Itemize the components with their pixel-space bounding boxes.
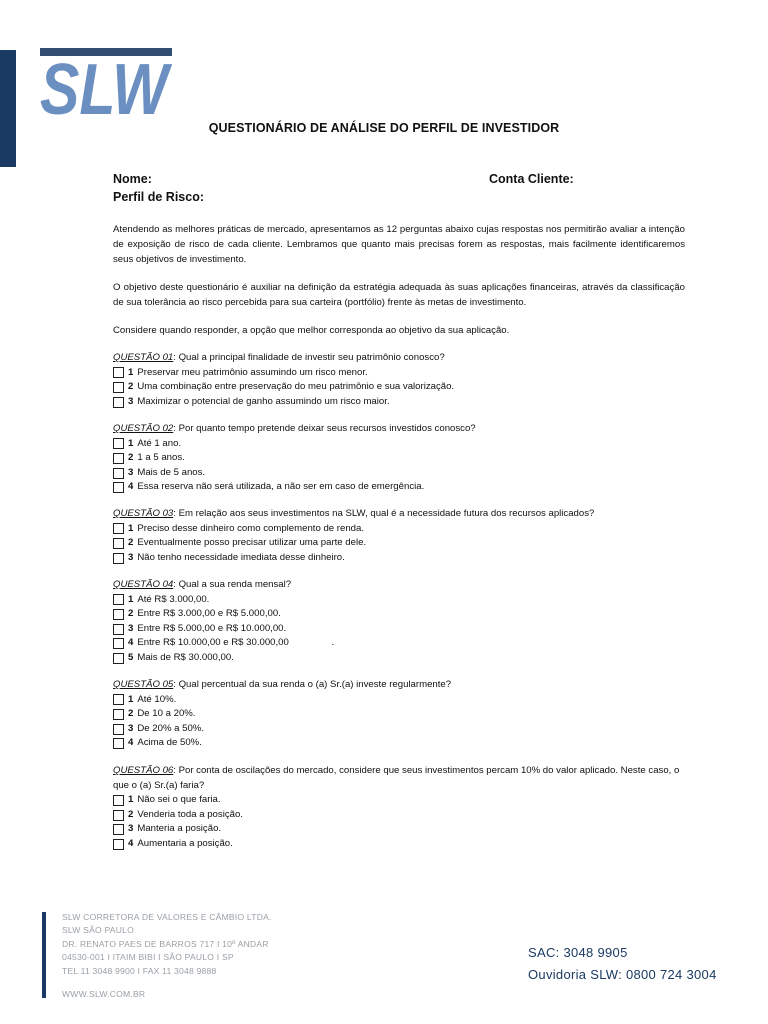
question-number: QUESTÃO 01	[113, 352, 174, 363]
option[interactable]: 2 Entre R$ 3.000,00 e R$ 5.000,00.	[113, 607, 688, 622]
checkbox[interactable]	[113, 523, 124, 534]
checkbox[interactable]	[113, 638, 124, 649]
question-header	[113, 422, 688, 437]
question-text: : Qual a principal finalidade de investir seu patrimônio conosco?	[173, 352, 445, 363]
option[interactable]: 4 Aumentaria a posição.	[113, 837, 688, 852]
checkbox[interactable]	[113, 594, 124, 605]
perfil-risco-label: Perfil de Risco:	[113, 190, 204, 204]
question-06	[113, 764, 688, 852]
footer-line: SLW CORRETORA DE VALORES E CÂMBIO LTDA.	[62, 912, 272, 922]
option[interactable]: 3 De 20% a 50%.	[113, 722, 688, 737]
option[interactable]: 3 Não tenho necessidade imediata desse dinheiro.	[113, 551, 688, 566]
option[interactable]: 4 Acima de 50%.	[113, 736, 688, 751]
option[interactable]: 3 Manteria a posição.	[113, 822, 688, 837]
checkbox[interactable]	[113, 824, 124, 835]
ouvidoria-phone: Ouvidoria SLW: 0800 724 3004	[528, 967, 717, 982]
question-header	[113, 507, 688, 522]
question-number: QUESTÃO 06	[113, 765, 174, 776]
intro-paragraph-2: O objetivo deste questionário é auxiliar na definição da estratégia adequada às suas aplicações financeiras, através da classificação de sua tolerância ao risco percebida para sua carteira (portfólio) frente às metas de investimento.	[113, 282, 685, 308]
checkbox[interactable]	[113, 453, 124, 464]
option[interactable]: 1 Até 10%.	[113, 693, 688, 708]
nome-label: Nome:	[113, 172, 152, 186]
checkbox[interactable]	[113, 653, 124, 664]
option[interactable]: 1 Até 1 ano.	[113, 437, 688, 452]
option[interactable]: 1 Até R$ 3.000,00.	[113, 593, 688, 608]
checkbox[interactable]	[113, 624, 124, 635]
checkbox[interactable]	[113, 724, 124, 735]
question-header	[113, 678, 688, 693]
intro-paragraph-3: Considere quando responder, a opção que melhor corresponda ao objetivo da sua aplicação.	[113, 325, 510, 336]
question-text: : Por conta de oscilações do mercado, considere que seus investimentos percam 10% do valor aplicado. Neste caso, o que o (a) Sr.(a) faria?	[113, 765, 680, 791]
question-number: QUESTÃO 04	[113, 579, 174, 590]
checkbox[interactable]	[113, 382, 124, 393]
option[interactable]: 1 Não sei o que faria.	[113, 793, 688, 808]
checkbox[interactable]	[113, 795, 124, 806]
option[interactable]: 2 1 a 5 anos.	[113, 451, 688, 466]
intro-paragraph-1: Atendendo as melhores práticas de mercado, apresentamos as 12 perguntas abaixo cujas respostas nos permitirão avaliar a intenção de exposição de risco de cada cliente. Lembramos que quanto mais precisas forem as respostas, mais facilmente identificaremos seus objetivos de investimento.	[113, 224, 685, 265]
question-04	[113, 578, 688, 666]
checkbox[interactable]	[113, 609, 124, 620]
question-text: : Qual a sua renda mensal?	[173, 579, 292, 590]
question-header	[113, 764, 688, 793]
option[interactable]: 2 Uma combinação entre preservação do meu patrimônio e sua valorização.	[113, 380, 688, 395]
question-number: QUESTÃO 02	[113, 423, 174, 434]
checkbox[interactable]	[113, 397, 124, 408]
question-header	[113, 351, 688, 366]
footer-address	[62, 911, 272, 978]
checkbox[interactable]	[113, 553, 124, 564]
option[interactable]: 2 De 10 a 20%.	[113, 707, 688, 722]
checkbox[interactable]	[113, 738, 124, 749]
checkbox[interactable]	[113, 482, 124, 493]
page-title: QUESTIONÁRIO DE ANÁLISE DO PERFIL DE INVESTIDOR	[208, 121, 560, 135]
slw-logo	[40, 48, 173, 130]
footer-line: DR. RENATO PAES DE BARROS 717 I 10º ANDAR	[62, 938, 269, 949]
option[interactable]: 1 Preservar meu patrimônio assumindo um risco menor.	[113, 366, 688, 381]
question-header	[113, 578, 688, 593]
footer-accent-bar	[42, 912, 46, 998]
option[interactable]: 4 Entre R$ 10.000,00 e R$ 30.000,00 .	[113, 636, 688, 651]
contact-block	[528, 942, 717, 986]
question-03	[113, 507, 688, 565]
question-number: QUESTÃO 03	[113, 508, 174, 519]
option[interactable]: 2 Venderia toda a posição.	[113, 808, 688, 823]
option[interactable]: 3 Entre R$ 5.000,00 e R$ 10.000,00.	[113, 622, 688, 637]
question-02	[113, 422, 688, 495]
checkbox[interactable]	[113, 839, 124, 850]
checkbox[interactable]	[113, 367, 124, 378]
question-text: : Qual percentual da sua renda o (a) Sr.(a) investe regularmente?	[173, 679, 452, 690]
option[interactable]: 5 Mais de R$ 30.000,00.	[113, 651, 688, 666]
question-number: QUESTÃO 05	[113, 679, 174, 690]
checkbox[interactable]	[113, 438, 124, 449]
checkbox[interactable]	[113, 468, 124, 479]
logo-text: SLW	[40, 50, 173, 130]
conta-cliente-label: Conta Cliente:	[489, 172, 574, 186]
footer-line: SLW SÃO PAULO	[62, 925, 135, 936]
footer-line: TEL 11 3048 9900 I FAX 11 3048 9888	[62, 965, 217, 976]
checkbox[interactable]	[113, 810, 124, 821]
logo-side-bar	[0, 50, 16, 167]
checkbox[interactable]	[113, 538, 124, 549]
option[interactable]: 3 Mais de 5 anos.	[113, 466, 688, 481]
option[interactable]: 4 Essa reserva não será utilizada, a não ser em caso de emergência.	[113, 480, 688, 495]
checkbox[interactable]	[113, 709, 124, 720]
option[interactable]: 1 Preciso desse dinheiro como complemento de renda.	[113, 522, 688, 537]
question-text: : Por quanto tempo pretende deixar seus recursos investidos conosco?	[173, 423, 476, 434]
question-05	[113, 678, 688, 751]
question-01	[113, 351, 688, 409]
option[interactable]: 2 Eventualmente posso precisar utilizar uma parte dele.	[113, 536, 688, 551]
question-text: : Em relação aos seus investimentos na SLW, qual é a necessidade futura dos recursos aplicados?	[173, 508, 595, 519]
option[interactable]: 3 Maximizar o potencial de ganho assumindo um risco maior.	[113, 395, 688, 410]
sac-phone: SAC: 3048 9905	[528, 945, 628, 960]
checkbox[interactable]	[113, 694, 124, 705]
footer-line: 04530-001 I ITAIM BIBI I SÃO PAULO I SP	[62, 952, 234, 963]
footer-website-link[interactable]: WWW.SLW.COM.BR	[62, 989, 146, 999]
